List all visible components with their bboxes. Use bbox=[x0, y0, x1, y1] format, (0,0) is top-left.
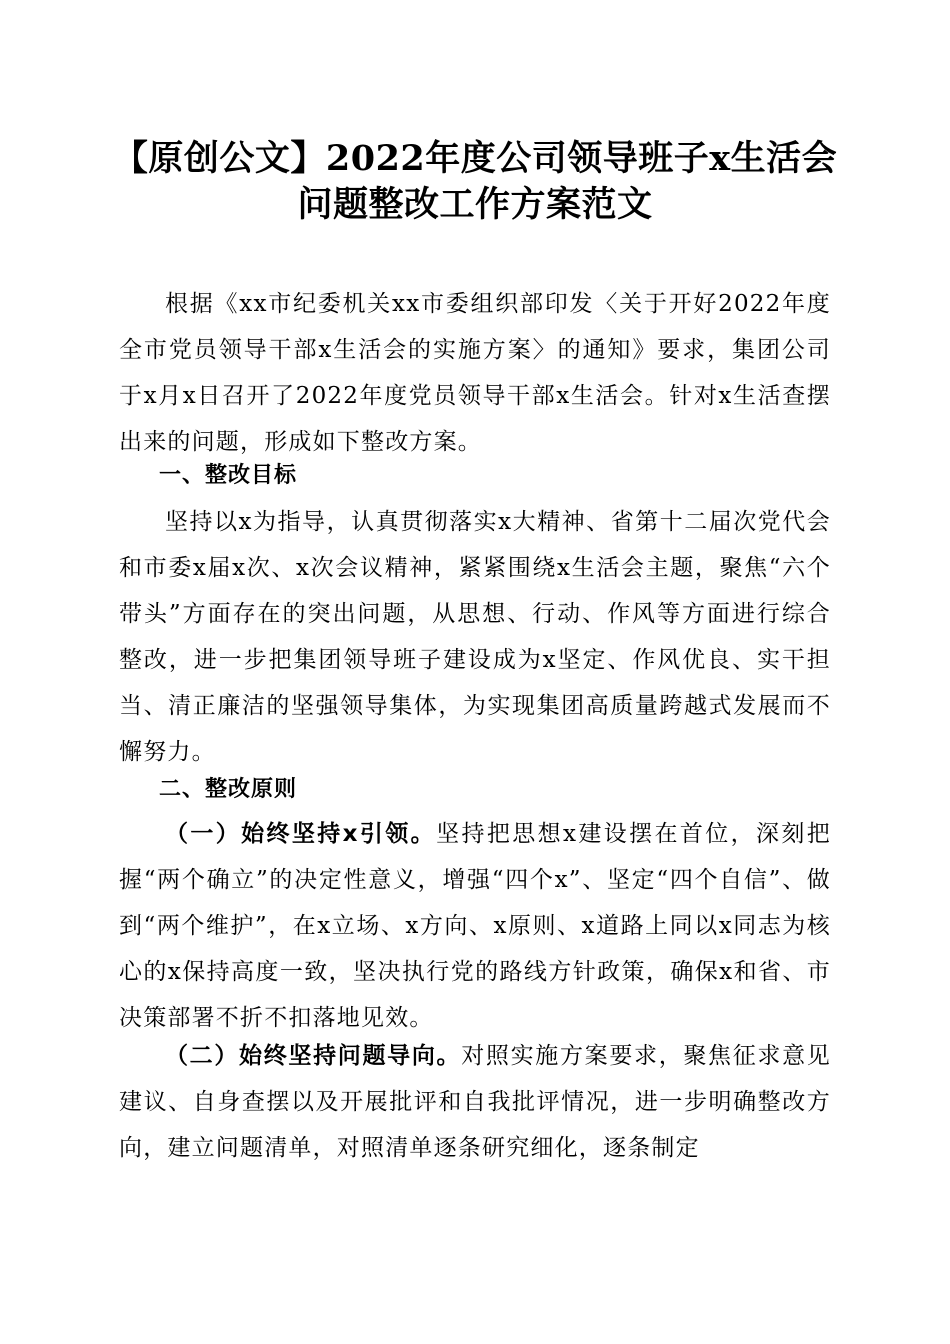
intro-paragraph: 根据《xx市纪委机关xx市委组织部印发〈关于开好2022年度全市党员领导干部x生活会的实施方案〉的通知》要求，集团公司于x月x日召开了2022年度党员领导干部x生活会。针对x生活查摆出来的问题，形成如下整改方案。 bbox=[119, 291, 831, 455]
title-line-2: 问题整改工作方案范文 bbox=[297, 184, 653, 225]
goals-paragraph: 坚持以x为指导，认真贯彻落实x大精神、省第十二届次党代会和市委x届x次、x次会议精神，紧紧围绕x生活会主题，聚焦“六个带头”方面存在的突出问题，从思想、行动、作风等方面进行综合整改，进一步把集团领导班子建设成为x坚定、作风优良、实干担当、清正廉洁的坚强领导集体，为实现集团高质量跨越式发展而不懈努力。 bbox=[119, 509, 831, 765]
principle-item-2-lead: （二）始终坚持问题导向。 bbox=[165, 1043, 462, 1069]
principle-item-1 bbox=[119, 811, 831, 1041]
section-heading-goals: 一、整改目标 bbox=[159, 463, 298, 488]
principle-item-1-text: 坚持把思想x建设摆在首位，深刻把握“两个确立”的决定性意义，增强“四个x”、坚定“四个自信”、做到“两个维护”，在x立场、x方向、x原则、x道路上同以x同志为核心的x保持高度一致，坚决执行党的路线方针政策，确保x和省、市决策部署不折不扣落地见效。 bbox=[119, 821, 831, 1031]
section-heading-principles: 二、整改原则 bbox=[159, 777, 298, 802]
principle-item-2-text: 对照实施方案要求，聚焦征求意见建议、自身查摆以及开展批评和自我批评情况，进一步明确整改方向，建立问题清单，对照清单逐条研究细化，逐条制定 bbox=[119, 1043, 831, 1161]
principle-item-2 bbox=[119, 1033, 831, 1171]
principle-item-1-lead: （一）始终坚持x引领。 bbox=[165, 821, 437, 847]
document-title bbox=[60, 136, 890, 228]
title-line-1: 【原创公文】2022年度公司领导班子x生活会 bbox=[112, 138, 838, 179]
